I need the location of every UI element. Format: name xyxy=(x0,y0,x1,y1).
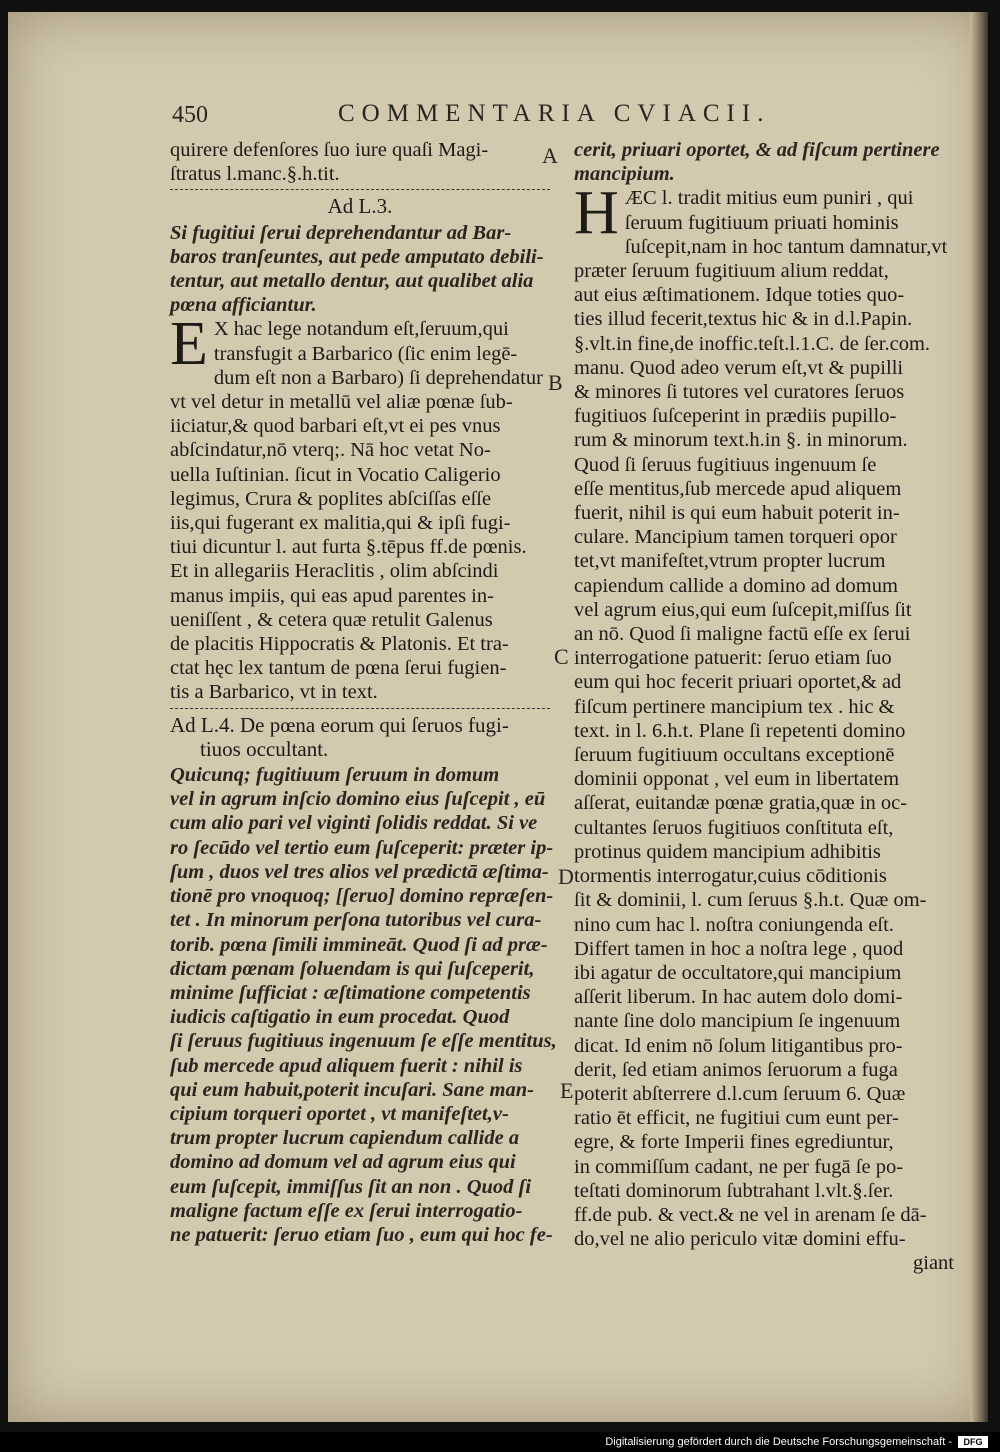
footer-credit: Digitalisierung gefördert durch die Deutsche Forschungsgemeinschaft - xyxy=(605,1436,952,1448)
text-line: manu. Quod adeo verum eſt,vt & pupilli xyxy=(574,356,904,379)
text-line: ueniſſent , & cetera quæ retulit Galenus xyxy=(170,608,493,631)
text-line: do,vel ne alio periculo vitæ domini effu- xyxy=(574,1228,906,1251)
section-divider xyxy=(170,708,550,709)
text-line: egre, & forte Imperii fines egrediuntur, xyxy=(574,1131,894,1154)
text-line: tet,vt manifeſtet,vtrum propter lucrum xyxy=(574,550,886,573)
lemma-line: tionē pro vnoquoq; [ſeruo] domino repræſen- xyxy=(170,885,554,908)
lemma-line: eum ſuſcepit, immiſſus ſit an non . Quod ſi xyxy=(170,1175,532,1198)
text-line: teſtati dominorum ſubtrahant l.vlt.§.ſer. xyxy=(574,1179,894,1202)
text-line: iiciatur,& quod barbari eſt,vt ei pes vnus xyxy=(170,415,501,438)
text-line: aſſerat, euitandæ pœnæ gratia,quæ in oc- xyxy=(574,792,908,815)
text-line: ff.de pub. & vect.& ne vel in arenam ſe dā- xyxy=(574,1203,927,1226)
lemma-line: vel in agrum inſcio domino eius ſuſcepit , eū xyxy=(170,788,546,811)
lemma-line: dictam pœnam ſoluendam is qui ſuſceperit, xyxy=(170,957,535,980)
heading-line: tiuos occultant. xyxy=(200,736,329,761)
text-line: Differt tamen in hoc a noſtra lege , quod xyxy=(574,937,904,960)
text-line: aut eius æſtimationem. Idque toties quo- xyxy=(574,284,905,307)
book-spine-shadow xyxy=(970,12,988,1422)
lemma-line: trum propter lucrum capiendum callide a xyxy=(170,1127,520,1150)
text-line: nino cum hac l. noſtra coniungenda eſt. xyxy=(574,913,894,936)
text-line: tormentis interrogatur,cuius cōditionis xyxy=(574,865,887,888)
text-line: ratio ēt efficit, ne fugitiui cum eunt per- xyxy=(574,1107,899,1130)
lemma-line: ne patuerit: ſeruo etiam ſuo , eum qui hoc fe- xyxy=(170,1223,553,1246)
lemma-line: Si fugitiui ſerui deprehendantur ad Bar- xyxy=(170,221,512,244)
section-divider xyxy=(170,189,550,190)
lemma-line: ſub mercede apud aliquem fuerit : nihil is xyxy=(170,1054,523,1077)
text-line: dicat. Id enim nō ſolum litigantibus pro- xyxy=(574,1034,903,1057)
text-line: fugitiuos ſuſceperint in prædiis pupillo- xyxy=(574,405,897,428)
text-line: nante ſine dolo mancipium ſe ingenuum xyxy=(574,1010,901,1033)
heading-line: Ad L.4. De pœna eorum qui ſeruos fugi- xyxy=(170,712,509,737)
text-line: fuerit, nihil is qui eum habuit poterit in- xyxy=(574,502,900,525)
text-line: & minores ſi tutores vel curatores ſeruos xyxy=(574,381,905,404)
running-title: COMMENTARIA CVIACII. xyxy=(338,100,771,127)
text-line: de placitis Hippocratis & Platonis. Et tra- xyxy=(170,633,509,656)
margin-letter-b: B xyxy=(548,370,563,395)
left-column xyxy=(170,138,557,1247)
text-line: ÆC l. tradit mitius eum puniri , qui xyxy=(624,187,914,210)
text-line: quirere defenſores ſuo iure quaſi Magi- xyxy=(170,139,489,161)
text-line: Quod ſi ſeruus fugitiuus ingenuum ſe xyxy=(574,453,877,476)
margin-letter-a: A xyxy=(542,143,558,168)
text-line: ſeruum fugitiuum priuati hominis xyxy=(624,211,899,234)
text-line: interrogatione patuerit: ſeruo etiam ſuo xyxy=(574,647,892,670)
lemma-line: cum alio pari vel viginti ſolidis reddat. Si ve xyxy=(170,812,538,835)
text-line: dum eſt non a Barbaro) ſi deprehendatur xyxy=(213,366,543,389)
lemma-l3 xyxy=(170,221,550,318)
lemma-line: Quicunq; fugitiuum ſeruum in domum xyxy=(170,764,500,787)
margin-letter-c: C xyxy=(554,644,569,669)
text-line: eſſe mentitus,ſub mercede apud aliquem xyxy=(574,477,902,500)
text-line: ſit & dominii, l. cum ſeruus §.h.t. Quæ om- xyxy=(574,889,927,912)
text-line: Et in allegariis Heraclitis , olim abſcindi xyxy=(170,560,499,583)
text-line: capiendum callide a domino ad domum xyxy=(574,574,898,597)
text-line: tis a Barbarico, vt in text. xyxy=(170,681,378,704)
text-line: an nō. Quod ſi maligne factū eſſe ex ſerui xyxy=(574,623,911,646)
text-line: uella Iuſtinian. ſicut in Vocatio Caligerio xyxy=(170,463,501,486)
lemma-line: baros tranſeuntes, aut pede amputato debili- xyxy=(170,245,544,268)
page-number: 450 xyxy=(172,102,208,128)
text-line: derit, ſed etiam animos ſeruorum a fuga xyxy=(574,1058,898,1081)
text-line: protinus quidem mancipium adhibitis xyxy=(574,840,881,863)
text-line: ſeruum fugitiuum occultans exceptionē xyxy=(574,744,895,767)
right-column xyxy=(574,138,954,1276)
lemma-line: ſi ſeruus fugitiuus ingenuum ſe eſſe mentitus, xyxy=(170,1030,557,1053)
text-line: rum & minorum text.h.in §. in minorum. xyxy=(574,429,908,452)
text-line: transfugit a Barbarico (ſic enim legē- xyxy=(213,342,518,365)
lemma-line: maligne factum eſſe ex ſerui interrogatio- xyxy=(170,1199,523,1222)
text-line: dominii opponat , vel eum in libertatem xyxy=(574,768,900,791)
text-line: ſtratus l.manc.§.h.tit. xyxy=(170,163,340,186)
text-line: vel agrum eius,qui eum ſuſcepit,miſſus ſit xyxy=(574,598,912,621)
lemma-line: pœna afficiantur. xyxy=(170,294,317,317)
text-line: §.vlt.in fine,de inoffic.teſt.l.1.C. de ſer.com. xyxy=(574,332,931,355)
commentary-l4 xyxy=(574,179,954,1275)
section-heading-l4 xyxy=(170,713,550,761)
lemma-line: ro ſecūdo vel tertio eum ſuſceperit: præter ip- xyxy=(170,836,554,859)
text-line: manus impiis, qui eas apud parentes in- xyxy=(170,584,494,607)
text-line: culare. Mancipium tamen torqueri opor xyxy=(574,526,897,549)
text-line: fiſcum pertinere mancipium tex . hic & xyxy=(574,695,895,718)
drop-capital: H xyxy=(574,179,619,248)
lemma-l4 xyxy=(170,763,557,1247)
text-line: poterit abſterrere d.l.cum ſeruum 6. Quæ xyxy=(574,1082,906,1105)
lemma-line: tet . In minorum perſona tutoribus vel cura- xyxy=(170,909,542,932)
text-line: præter ſeruum fugitiuum alium reddat, xyxy=(574,260,889,283)
digitization-footer xyxy=(0,1432,1000,1452)
dfg-logo: DFG xyxy=(958,1436,988,1448)
text-line: eum qui hoc fecerit priuari oportet,& ad xyxy=(574,671,902,694)
margin-letter-d: D xyxy=(558,864,574,889)
lemma-line: qui eum habuit,poterit incuſari. Sane man- xyxy=(170,1078,534,1101)
text-line: cerit, priuari oportet, & ad fiſcum pertinere xyxy=(574,139,940,161)
text-line: in commiſſum cadant, ne per fugā ſe po- xyxy=(574,1155,904,1178)
text-line: vt vel detur in metallū vel aliæ pœnæ ſub- xyxy=(170,391,513,414)
lemma-line: ſum , duos vel tres alios vel prædictā æſtima- xyxy=(170,860,549,883)
text-line: aſſerit liberum. In hac autem dolo domi- xyxy=(574,986,903,1009)
lemma-line: iudicis caſtigatio in eum procedat. Quod xyxy=(170,1006,510,1029)
text-line: cultantes ſeruos fugitiuos conſtituta eſt, xyxy=(574,816,894,839)
right-opening-lines xyxy=(574,138,954,186)
text-line: X hac lege notandum eſt,ſeruum,qui xyxy=(213,318,509,341)
text-line: mancipium. xyxy=(574,163,675,186)
lemma-line: domino ad domum vel ad agrum eius qui xyxy=(170,1151,516,1174)
lemma-line: torib. pœna ſimili immineāt. Quod ſi ad præ- xyxy=(170,933,548,956)
text-line: ibi agatur de occultatore,qui mancipium xyxy=(574,961,902,984)
text-line: ſuſcepit,nam in hoc tantum damnatur,vt xyxy=(624,235,948,258)
margin-letter-e: E xyxy=(560,1078,574,1103)
text-line: ctat hęc lex tantum de pœna ſerui fugien- xyxy=(170,657,507,680)
text-line: ties illud fecerit,textus hic & in d.l.Papin. xyxy=(574,308,913,331)
section-heading-l3: Ad L.3. xyxy=(327,194,393,219)
commentary-l3 xyxy=(170,310,550,704)
text-line: legimus, Crura & poplites abſciſſas eſſe xyxy=(170,487,492,510)
lemma-line: cipium torqueri oportet , vt manifeſtet,v- xyxy=(170,1102,509,1125)
catchword: giant xyxy=(913,1252,954,1275)
text-line: tiui dicuntur l. aut furta §.tēpus ff.de pœnis. xyxy=(170,536,527,559)
lemma-line: minime ſufficiat : æſtimatione competentis xyxy=(170,981,531,1004)
lemma-line: tentur, aut metallo dentur, aut qualibet alia xyxy=(170,270,534,293)
text-line: iis,qui fugerant ex malitia,qui & ipſi fugi- xyxy=(170,512,511,535)
scanned-page xyxy=(8,12,988,1422)
running-head xyxy=(8,98,988,138)
text-line: text. in l. 6.h.t. Plane ſi repetenti domino xyxy=(574,719,906,742)
left-opening-lines xyxy=(170,138,550,186)
text-line: abſcindatur,nō vterq;. Nā hoc vetat No- xyxy=(170,439,491,462)
drop-capital: E xyxy=(170,310,208,379)
